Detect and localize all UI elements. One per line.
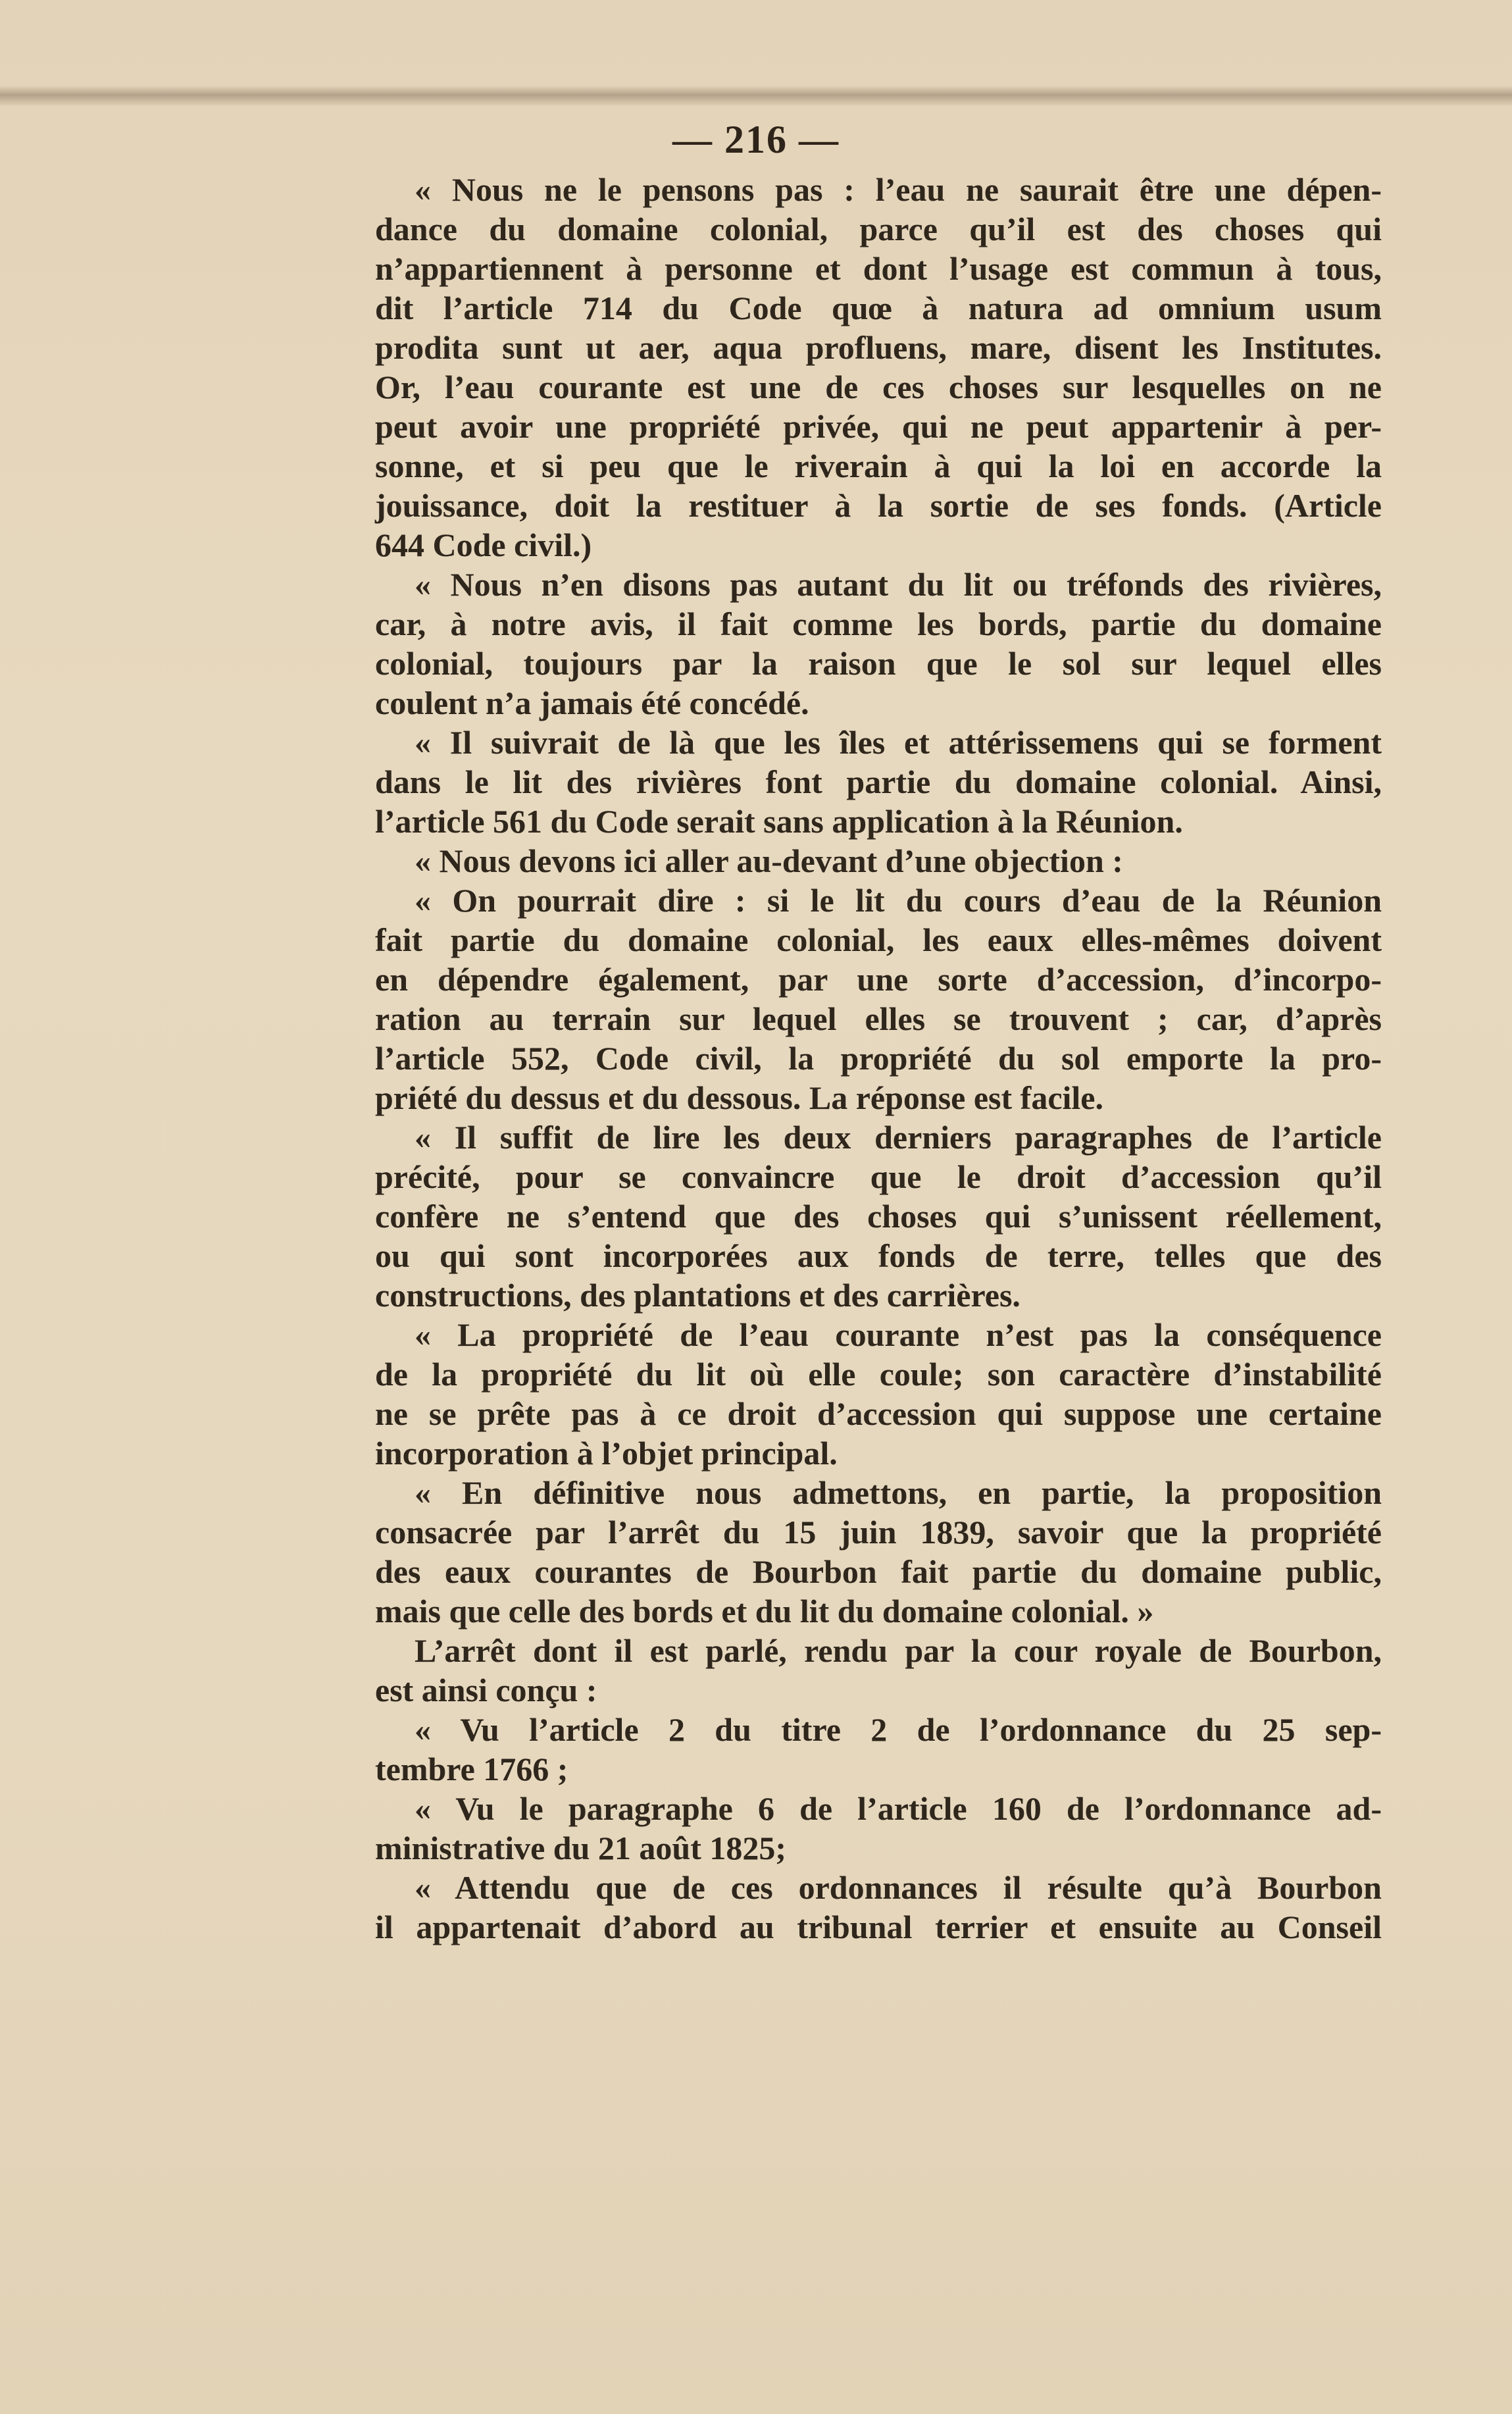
text-line: car, à notre avis, il fait comme les bords, partie du domaine <box>375 605 1382 642</box>
text-line: « On pourrait dire : si le lit du cours d’eau de la Réunion <box>415 882 1382 919</box>
text-line: « Il suivrait de là que les îles et attérissemens qui se forment <box>415 724 1382 761</box>
text-line: jouissance, doit la restituer à la sortie de ses fonds. (Article <box>375 487 1382 524</box>
text-line: coulent n’a jamais été concédé. <box>375 684 809 721</box>
text-line: en dépendre également, par une sorte d’accession, d’incorpo- <box>375 961 1382 998</box>
text-line: « Nous ne le pensons pas : l’eau ne saurait être une dépen- <box>415 171 1382 208</box>
text-line: « Vu l’article 2 du titre 2 de l’ordonnance du 25 sep- <box>415 1711 1382 1748</box>
text-line: ne se prête pas à ce droit d’accession qui suppose une certaine <box>375 1395 1382 1432</box>
page-fold-shadow <box>0 86 1512 107</box>
text-line: des eaux courantes de Bourbon fait partie du domaine public, <box>375 1553 1382 1590</box>
text-line: n’appartiennent à personne et dont l’usage est commun à tous, <box>375 250 1382 287</box>
text-line: de la propriété du lit où elle coule; son caractère d’instabilité <box>375 1356 1382 1393</box>
text-line: est ainsi conçu : <box>375 1672 597 1708</box>
text-line: Or, l’eau courante est une de ces choses sur lesquelles on ne <box>375 369 1382 405</box>
text-line: consacrée par l’arrêt du 15 juin 1839, savoir que la propriété <box>375 1514 1382 1551</box>
text-line: tembre 1766 ; <box>375 1751 568 1787</box>
text-line: peut avoir une propriété privée, qui ne peut appartenir à per- <box>375 408 1382 445</box>
text-line: ministrative du 21 août 1825; <box>375 1830 786 1866</box>
text-line: dance du domaine colonial, parce qu’il est des choses qui <box>375 211 1382 247</box>
text-line: L’arrêt dont il est parlé, rendu par la cour royale de Bourbon, <box>415 1632 1382 1669</box>
text-line: « La propriété de l’eau courante n’est pas la conséquence <box>415 1316 1382 1353</box>
text-line: dit l’article 714 du Code quœ à natura ad omnium usum <box>375 290 1382 326</box>
text-line: « Attendu que de ces ordonnances il résulte qu’à Bourbon <box>415 1869 1382 1906</box>
text-line: « En définitive nous admettons, en partie, la proposition <box>415 1474 1382 1511</box>
text-line: mais que celle des bords et du lit du domaine colonial. » <box>375 1593 1154 1630</box>
body-text <box>375 170 1382 1947</box>
text-line: priété du dessus et du dessous. La réponse est facile. <box>375 1079 1103 1116</box>
text-line: « Nous n’en disons pas autant du lit ou tréfonds des rivières, <box>415 566 1382 603</box>
text-line: précité, pour se convaincre que le droit d’accession qu’il <box>375 1158 1382 1195</box>
text-line: prodita sunt ut aer, aqua profluens, mare, disent les Institutes. <box>375 329 1382 366</box>
text-line: sonne, et si peu que le riverain à qui la loi en accorde la <box>375 448 1382 484</box>
text-line: « Vu le paragraphe 6 de l’article 160 de l’ordonnance ad- <box>415 1790 1382 1827</box>
text-line: constructions, des plantations et des carrières. <box>375 1277 1021 1314</box>
text-line: incorporation à l’objet principal. <box>375 1435 838 1472</box>
text-line: ration au terrain sur lequel elles se trouvent ; car, d’après <box>375 1000 1382 1037</box>
text-line: « Il suffit de lire les deux derniers paragraphes de l’article <box>415 1119 1382 1156</box>
text-line: dans le lit des rivières font partie du domaine colonial. Ainsi, <box>375 763 1382 800</box>
text-line: ou qui sont incorporées aux fonds de terre, telles que des <box>375 1237 1382 1274</box>
text-line: confère ne s’entend que des choses qui s’unissent réellement, <box>375 1198 1382 1235</box>
text-line: il appartenait d’abord au tribunal terrier et ensuite au Conseil <box>375 1909 1382 1945</box>
text-line: « Nous devons ici aller au-devant d’une objection : <box>415 842 1123 879</box>
page-number: — 216 — <box>672 118 840 161</box>
text-line: l’article 552, Code civil, la propriété du sol emporte la pro- <box>375 1040 1382 1077</box>
text-line: 644 Code civil.) <box>375 526 592 563</box>
text-line: colonial, toujours par la raison que le sol sur lequel elles <box>375 645 1382 682</box>
text-line: l’article 561 du Code serait sans application à la Réunion. <box>375 803 1183 840</box>
text-line: fait partie du domaine colonial, les eaux elles-mêmes doivent <box>375 921 1382 958</box>
